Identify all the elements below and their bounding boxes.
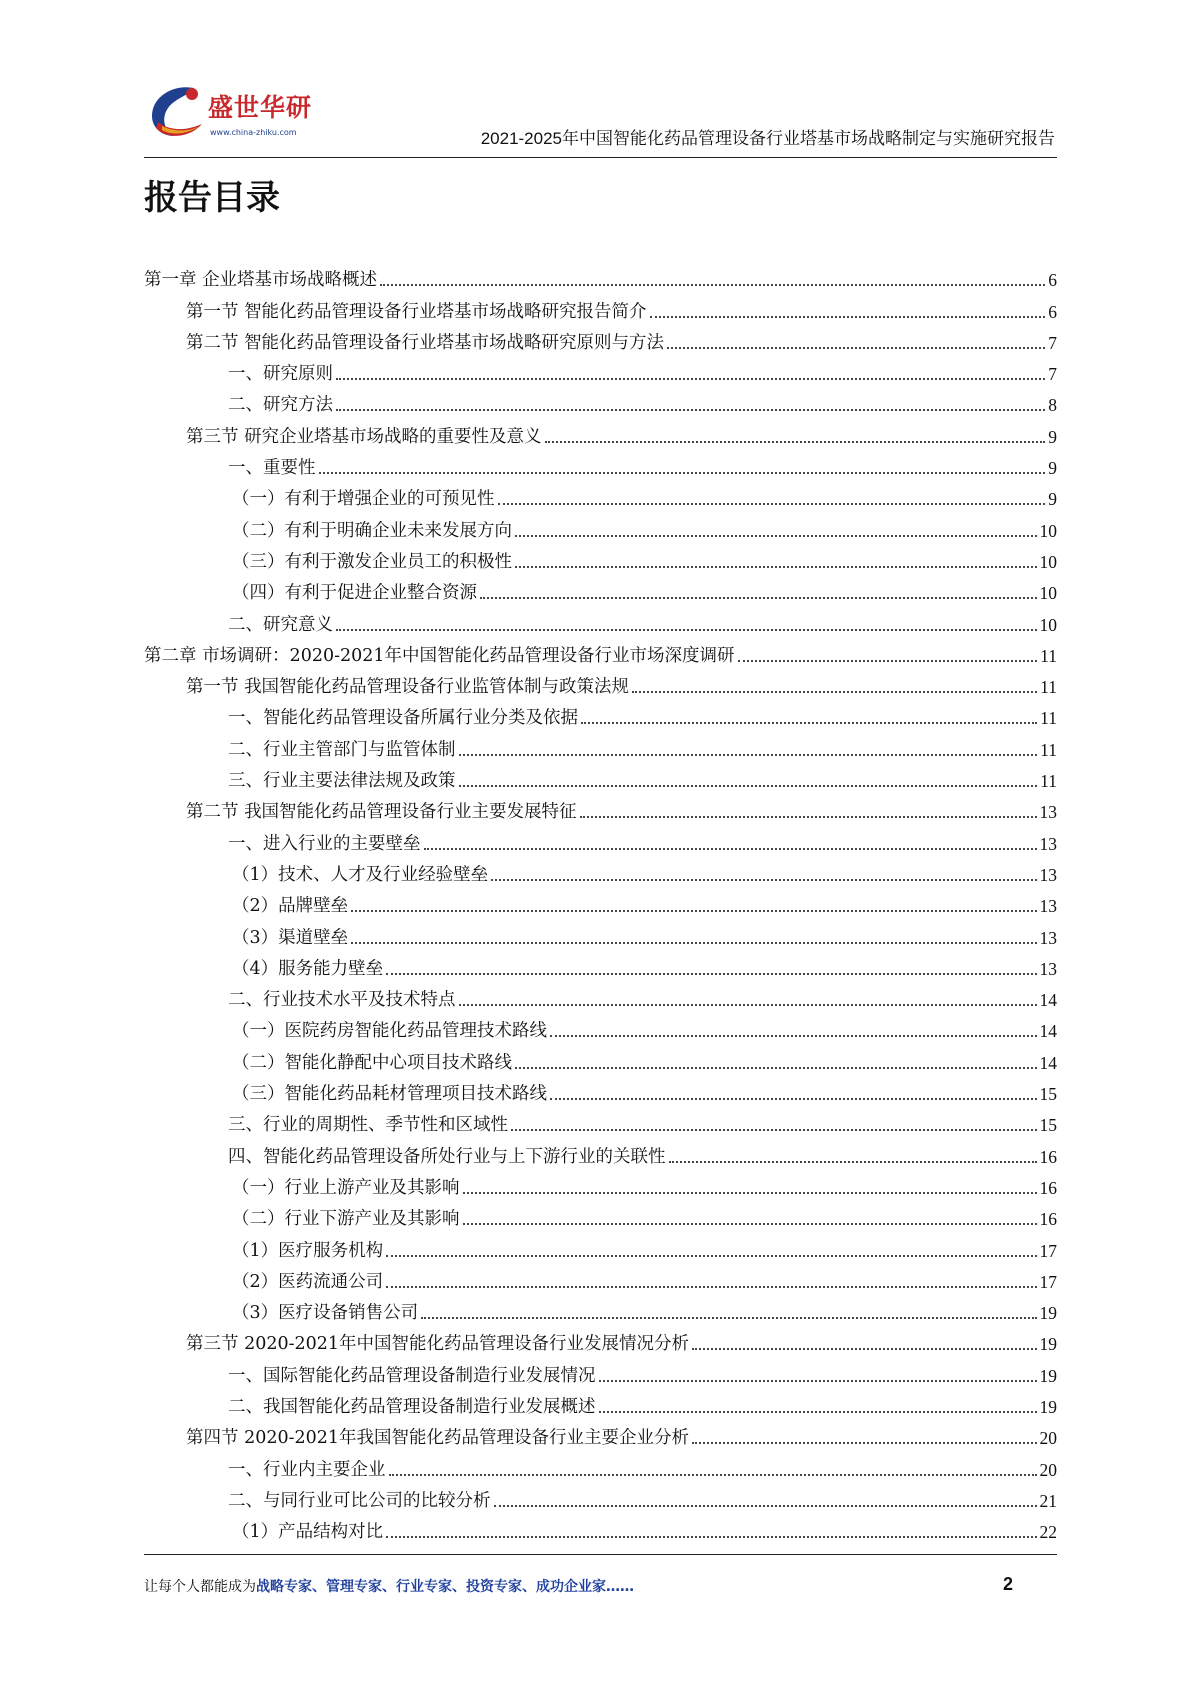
toc-leader-dots — [463, 1223, 1037, 1225]
toc-entry[interactable] — [144, 292, 1057, 323]
toc-entry[interactable] — [144, 887, 1057, 918]
toc-entry-text: （一）医院药房智能化药品管理技术路线 — [232, 1021, 547, 1042]
toc-page-number: 11 — [1040, 677, 1057, 698]
toc-page-number: 6 — [1048, 301, 1057, 322]
toc-entry-text: 一、国际智能化药品管理设备制造行业发展情况 — [228, 1365, 596, 1386]
toc-leader-dots — [498, 503, 1046, 505]
toc-entry[interactable] — [144, 1482, 1057, 1513]
toc-entry[interactable] — [144, 261, 1057, 292]
toc-leader-dots — [424, 848, 1037, 850]
toc-leader-dots — [491, 879, 1036, 881]
toc-page-number: 14 — [1039, 1021, 1057, 1042]
toc-entry-text: 二、我国智能化药品管理设备制造行业发展概述 — [228, 1396, 596, 1417]
toc-entry[interactable] — [144, 417, 1057, 448]
toc-page-number: 13 — [1039, 896, 1057, 917]
toc-entry-text: （二）智能化静配中心项目技术路线 — [232, 1052, 512, 1073]
toc-page-number: 13 — [1039, 833, 1057, 854]
logo-swoosh-icon — [144, 82, 208, 146]
toc-entry[interactable] — [144, 824, 1057, 855]
toc-entry[interactable] — [144, 449, 1057, 480]
toc-page-number: 16 — [1039, 1209, 1057, 1230]
toc-leader-dots — [336, 409, 1045, 411]
toc-page-number: 16 — [1039, 1177, 1057, 1198]
toc-leader-dots — [515, 535, 1037, 537]
toc-entry-text: （一）行业上游产业及其影响 — [232, 1177, 460, 1198]
toc-entry-text: （3）医疗设备销售公司 — [232, 1303, 419, 1324]
toc-entry[interactable] — [144, 355, 1057, 386]
footer-highlight: 战略专家、管理专家、行业专家、投资专家、成功企业家 — [256, 1579, 606, 1595]
toc-entry-text: （2）品牌壁垒 — [232, 896, 349, 917]
toc-leader-dots — [336, 378, 1045, 380]
logo-url: www.china-zhiku.com — [210, 128, 297, 137]
toc-page-number: 10 — [1039, 551, 1057, 572]
toc-entry-text: 第三节 研究企业塔基市场战略的重要性及意义 — [186, 426, 542, 447]
toc-page-number: 7 — [1048, 332, 1057, 353]
toc-entry-text: （1）医疗服务机构 — [232, 1240, 384, 1261]
toc-page-number: 14 — [1039, 990, 1057, 1011]
toc-entry-text: 二、行业主管部门与监管体制 — [228, 739, 456, 760]
toc-page-number: 7 — [1048, 364, 1057, 385]
toc-leader-dots — [319, 472, 1046, 474]
toc-leader-dots — [351, 942, 1036, 944]
toc-entry-text: 二、研究意义 — [228, 614, 333, 635]
toc-page-number: 11 — [1040, 708, 1057, 729]
toc-entry[interactable] — [144, 1012, 1057, 1043]
toc-leader-dots — [351, 910, 1036, 912]
toc-page-number: 9 — [1048, 426, 1057, 447]
toc-page-number: 9 — [1048, 458, 1057, 479]
toc-leader-dots — [580, 816, 1037, 818]
footer-suffix: …… — [606, 1579, 634, 1595]
toc-leader-dots — [421, 1317, 1036, 1319]
toc-leader-dots — [386, 1286, 1036, 1288]
toc-leader-dots — [336, 629, 1037, 631]
toc-entry[interactable] — [144, 511, 1057, 542]
toc-leader-dots — [515, 566, 1037, 568]
toc-leader-dots — [550, 1098, 1037, 1100]
toc-entry[interactable] — [144, 386, 1057, 417]
toc-entry[interactable] — [144, 950, 1057, 981]
company-logo — [144, 82, 314, 148]
toc-entry[interactable] — [144, 1356, 1057, 1387]
toc-page-number: 10 — [1039, 614, 1057, 635]
toc-leader-dots — [386, 1255, 1036, 1257]
toc-entry[interactable] — [144, 1513, 1057, 1544]
toc-leader-dots — [692, 1442, 1036, 1444]
toc-entry-text: （1）产品结构对比 — [232, 1522, 384, 1543]
toc-entry-text: 第一节 我国智能化药品管理设备行业监管体制与政策法规 — [186, 677, 630, 698]
toc-leader-dots — [389, 1474, 1037, 1476]
toc-page-number: 13 — [1039, 864, 1057, 885]
toc-entry-text: 一、重要性 — [228, 458, 316, 479]
toc-leader-dots — [480, 597, 1037, 599]
toc-entry-text: （一）有利于增强企业的可预见性 — [232, 489, 495, 510]
toc-page-number: 11 — [1040, 645, 1057, 666]
footer-prefix: 让每个人都能成为 — [144, 1579, 256, 1595]
toc-entry-text: 四、智能化药品管理设备所处行业与上下游行业的关联性 — [228, 1146, 666, 1167]
toc-entry-text: （4）服务能力壁垒 — [232, 958, 384, 979]
toc-entry[interactable] — [144, 1419, 1057, 1450]
toc-page-number: 19 — [1039, 1334, 1057, 1355]
toc-entry[interactable] — [144, 918, 1057, 949]
toc-leader-dots — [599, 1411, 1037, 1413]
toc-page-number: 22 — [1039, 1522, 1057, 1543]
toc-entry[interactable] — [144, 1231, 1057, 1262]
toc-entry-text: 第三节 2020-2021年中国智能化药品管理设备行业发展情况分析 — [186, 1334, 690, 1355]
toc-leader-dots — [545, 441, 1046, 443]
toc-page-number: 6 — [1048, 270, 1057, 291]
toc-entry[interactable] — [144, 637, 1057, 668]
toc-entry[interactable] — [144, 1325, 1057, 1356]
toc-page-number: 20 — [1039, 1459, 1057, 1480]
toc-entry[interactable] — [144, 480, 1057, 511]
toc-entry[interactable] — [144, 324, 1057, 355]
toc-leader-dots — [494, 1505, 1037, 1507]
toc-leader-dots — [459, 1004, 1037, 1006]
toc-entry[interactable] — [144, 730, 1057, 761]
toc-page-number: 8 — [1048, 395, 1057, 416]
toc-page-number: 19 — [1039, 1365, 1057, 1386]
toc-entry-text: （三）智能化药品耗材管理项目技术路线 — [232, 1084, 547, 1105]
toc-leader-dots — [632, 691, 1037, 693]
toc-entry[interactable] — [144, 856, 1057, 887]
toc-entry-text: 第二节 智能化药品管理设备行业塔基市场战略研究原则与方法 — [186, 332, 665, 353]
toc-entry-text: 第四节 2020-2021年我国智能化药品管理设备行业主要企业分析 — [186, 1428, 690, 1449]
page-title: 报告目录 — [144, 178, 280, 218]
toc-leader-dots — [581, 722, 1037, 724]
toc-leader-dots — [738, 660, 1038, 662]
toc-entry[interactable] — [144, 543, 1057, 574]
toc-leader-dots — [459, 785, 1038, 787]
toc-page-number: 10 — [1039, 520, 1057, 541]
toc-entry[interactable] — [144, 1137, 1057, 1168]
toc-entry[interactable] — [144, 762, 1057, 793]
toc-entry-text: （1）技术、人才及行业经验壁垒 — [232, 864, 489, 885]
toc-entry[interactable] — [144, 1043, 1057, 1074]
page-header — [144, 80, 1057, 158]
toc-leader-dots — [459, 754, 1038, 756]
toc-entry-text: 一、研究原则 — [228, 364, 333, 385]
toc-entry[interactable] — [144, 699, 1057, 730]
toc-entry[interactable] — [144, 1388, 1057, 1419]
toc-entry[interactable] — [144, 1075, 1057, 1106]
toc-entry[interactable] — [144, 605, 1057, 636]
toc-entry-text: 二、行业技术水平及技术特点 — [228, 990, 456, 1011]
toc-page-number: 13 — [1039, 958, 1057, 979]
toc-entry-text: 三、行业主要法律法规及政策 — [228, 771, 456, 792]
toc-entry-text: 第一章 企业塔基市场战略概述 — [144, 270, 378, 291]
toc-page-number: 17 — [1039, 1240, 1057, 1261]
toc-entry[interactable] — [144, 1294, 1057, 1325]
footer-divider — [144, 1554, 1057, 1555]
toc-page-number: 11 — [1040, 771, 1057, 792]
toc-entry-text: （二）有利于明确企业未来发展方向 — [232, 520, 512, 541]
toc-leader-dots — [386, 973, 1036, 975]
toc-entry-text: 二、与同行业可比公司的比较分析 — [228, 1490, 491, 1511]
toc-entry-text: 三、行业的周期性、季节性和区域性 — [228, 1115, 508, 1136]
toc-page-number: 17 — [1039, 1271, 1057, 1292]
toc-entry-text: 一、进入行业的主要壁垒 — [228, 833, 421, 854]
toc-leader-dots — [463, 1192, 1037, 1194]
toc-leader-dots — [515, 1067, 1037, 1069]
toc-entry-text: 第二章 市场调研：2020-2021年中国智能化药品管理设备行业市场深度调研 — [144, 645, 735, 666]
toc-entry-text: （四）有利于促进企业整合资源 — [232, 583, 477, 604]
toc-leader-dots — [386, 1536, 1036, 1538]
toc-entry[interactable] — [144, 574, 1057, 605]
report-title: 2021-2025年中国智能化药品管理设备行业塔基市场战略制定与实施研究报告 — [480, 129, 1055, 148]
toc-page-number: 19 — [1039, 1303, 1057, 1324]
toc-entry-text: （三）有利于激发企业员工的积极性 — [232, 551, 512, 572]
logo-name: 盛世华研 — [208, 93, 313, 122]
toc-entry[interactable] — [144, 1106, 1057, 1137]
toc-page-number: 11 — [1040, 739, 1057, 760]
toc-entry-text: （3）渠道壁垒 — [232, 927, 349, 948]
toc-entry-text: 第一节 智能化药品管理设备行业塔基市场战略研究报告简介 — [186, 301, 647, 322]
toc-page-number: 15 — [1039, 1115, 1057, 1136]
toc-leader-dots — [667, 347, 1045, 349]
footer-slogan — [144, 1576, 634, 1596]
toc-entry[interactable] — [144, 1169, 1057, 1200]
toc-page-number: 15 — [1039, 1084, 1057, 1105]
toc-entry-text: 二、研究方法 — [228, 395, 333, 416]
toc-entry-text: 一、行业内主要企业 — [228, 1459, 386, 1480]
table-of-contents — [144, 261, 1057, 1544]
toc-leader-dots — [599, 1380, 1037, 1382]
toc-entry[interactable] — [144, 1263, 1057, 1294]
toc-leader-dots — [692, 1348, 1036, 1350]
toc-entry-text: 一、智能化药品管理设备所属行业分类及依据 — [228, 708, 578, 729]
toc-entry[interactable] — [144, 1450, 1057, 1481]
toc-entry-text: （2）医药流通公司 — [232, 1271, 384, 1292]
toc-leader-dots — [380, 284, 1045, 286]
toc-entry-text: 第二节 我国智能化药品管理设备行业主要发展特征 — [186, 802, 577, 823]
toc-entry-text: （二）行业下游产业及其影响 — [232, 1209, 460, 1230]
toc-page-number: 16 — [1039, 1146, 1057, 1167]
toc-page-number: 20 — [1039, 1428, 1057, 1449]
page-number: 2 — [1003, 1574, 1014, 1594]
toc-page-number: 13 — [1039, 802, 1057, 823]
toc-page-number: 10 — [1039, 583, 1057, 604]
toc-leader-dots — [550, 1035, 1037, 1037]
toc-entry[interactable] — [144, 668, 1057, 699]
toc-entry[interactable] — [144, 1200, 1057, 1231]
toc-page-number: 9 — [1048, 489, 1057, 510]
toc-leader-dots — [650, 316, 1046, 318]
toc-entry[interactable] — [144, 793, 1057, 824]
toc-leader-dots — [511, 1129, 1037, 1131]
toc-page-number: 19 — [1039, 1396, 1057, 1417]
toc-entry[interactable] — [144, 981, 1057, 1012]
toc-leader-dots — [669, 1161, 1037, 1163]
toc-page-number: 13 — [1039, 927, 1057, 948]
toc-page-number: 14 — [1039, 1052, 1057, 1073]
toc-page-number: 21 — [1039, 1490, 1057, 1511]
